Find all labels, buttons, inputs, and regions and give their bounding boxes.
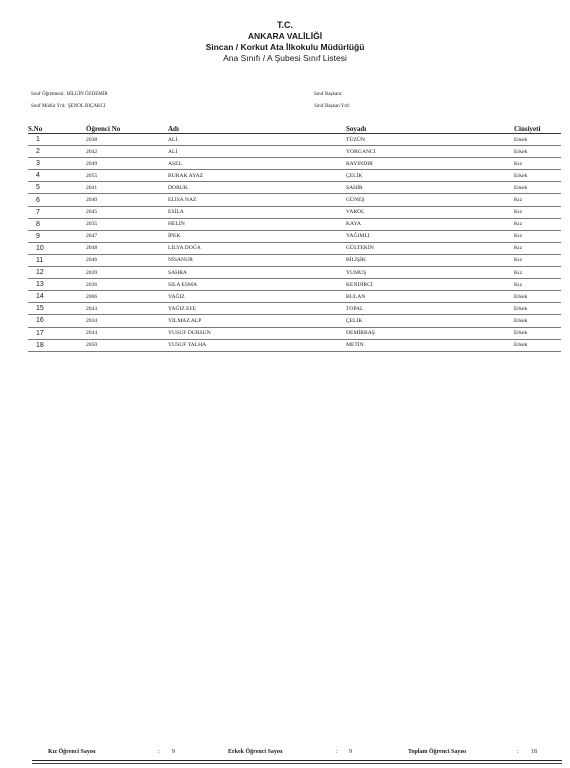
cell-name: YUSUF TALHA	[168, 339, 346, 351]
cell-surname: ÇELİK	[346, 170, 514, 182]
table-body	[28, 134, 561, 352]
table-row	[28, 254, 561, 266]
cell-sno: 18	[28, 339, 86, 351]
cell-sno: 15	[28, 303, 86, 315]
cell-student-no: 2043	[86, 303, 168, 315]
cell-gender: Kız	[514, 194, 561, 206]
cell-surname: YORGANCI	[346, 146, 514, 158]
boy-count-colon: :	[336, 749, 338, 755]
cell-gender: Kız	[514, 206, 561, 218]
table-row	[28, 158, 561, 170]
cell-surname: KENDİRCİ	[346, 279, 514, 291]
cell-student-no: 2047	[86, 230, 168, 242]
cell-gender: Kız	[514, 230, 561, 242]
cell-sno: 4	[28, 170, 86, 182]
boy-count-value: 9	[349, 749, 352, 755]
footer-divider	[32, 760, 562, 761]
cell-name: DORUK	[168, 182, 346, 194]
cell-name: ELİSA NAZ	[168, 194, 346, 206]
column-header-sno: S.No	[28, 124, 86, 134]
cell-name: SAHRA	[168, 267, 346, 279]
cell-gender: Kız	[514, 242, 561, 254]
table-row	[28, 230, 561, 242]
cell-surname: BİLİŞİK	[346, 254, 514, 266]
cell-gender: Erkek	[514, 339, 561, 351]
girl-count-colon: :	[158, 749, 160, 755]
cell-student-no: 2045	[86, 206, 168, 218]
cell-sno: 5	[28, 182, 86, 194]
cell-gender: Kız	[514, 158, 561, 170]
cell-surname: YAĞIMLI	[346, 230, 514, 242]
cell-student-no: 2041	[86, 182, 168, 194]
header-school: Sincan / Korkut Ata İlkokulu Müdürlüğü	[205, 42, 365, 52]
cell-student-no: 2050	[86, 339, 168, 351]
cell-name: YUSUF DURSUN	[168, 327, 346, 339]
table-row	[28, 134, 561, 146]
cell-student-no: 2039	[86, 267, 168, 279]
meta-class-president	[314, 92, 344, 97]
cell-sno: 11	[28, 254, 86, 266]
cell-name: LİLYA DOĞA	[168, 242, 346, 254]
table-row	[28, 267, 561, 279]
cell-surname: SAHİR	[346, 182, 514, 194]
cell-sno: 6	[28, 194, 86, 206]
cell-sno: 1	[28, 134, 86, 146]
girl-count-value: 9	[172, 749, 175, 755]
cell-gender: Kız	[514, 254, 561, 266]
table-row	[28, 279, 561, 291]
total-count-colon: :	[517, 749, 519, 755]
boy-count-label: Erkek Öğrenci Sayısı	[228, 749, 283, 755]
cell-gender: Erkek	[514, 327, 561, 339]
cell-gender: Kız	[514, 218, 561, 230]
cell-sno: 8	[28, 218, 86, 230]
cell-sno: 9	[28, 230, 86, 242]
cell-surname: BULAN	[346, 291, 514, 303]
cell-sno: 14	[28, 291, 86, 303]
meta-teacher	[31, 92, 108, 97]
cell-sno: 3	[28, 158, 86, 170]
cell-sno: 2	[28, 146, 86, 158]
cell-name: YILMAZ ALP	[168, 315, 346, 327]
cell-surname: METİN	[346, 339, 514, 351]
table-row	[28, 170, 561, 182]
meta-vice-principal-label: Sınıf Müdür Yrd:	[31, 104, 66, 109]
total-count-value: 18	[531, 749, 537, 755]
cell-name: ASEL	[168, 158, 346, 170]
cell-sno: 7	[28, 206, 86, 218]
column-header-surname: Soyadı	[346, 124, 514, 134]
cell-student-no: 2044	[86, 327, 168, 339]
table-row	[28, 339, 561, 351]
table-row	[28, 303, 561, 315]
cell-name: ESİLA	[168, 206, 346, 218]
student-list-table	[28, 124, 561, 352]
cell-student-no: 2040	[86, 194, 168, 206]
cell-sno: 10	[28, 242, 86, 254]
table-header-row	[28, 124, 561, 134]
cell-student-no: 2006	[86, 291, 168, 303]
table-row	[28, 182, 561, 194]
header-list-title: Ana Sınıfı / A Şubesi Sınıf Listesi	[223, 53, 347, 63]
cell-name: BURAK AYAZ	[168, 170, 346, 182]
cell-name: ALİ	[168, 146, 346, 158]
cell-gender: Kız	[514, 267, 561, 279]
cell-gender: Erkek	[514, 303, 561, 315]
cell-name: YAĞIZ EFE	[168, 303, 346, 315]
cell-surname: BAYINDIR	[346, 158, 514, 170]
cell-surname: VAROL	[346, 206, 514, 218]
column-header-gender: Cinsiyeti	[514, 124, 561, 134]
cell-name: İPEK	[168, 230, 346, 242]
table-row	[28, 218, 561, 230]
cell-student-no: 2048	[86, 242, 168, 254]
cell-student-no: 2035	[86, 218, 168, 230]
table-row	[28, 146, 561, 158]
cell-student-no: 2042	[86, 146, 168, 158]
table-row	[28, 327, 561, 339]
cell-gender: Kız	[514, 279, 561, 291]
footer-divider-secondary	[32, 763, 562, 764]
cell-surname: YUMUŞ	[346, 267, 514, 279]
header-valilik: ANKARA VALİLİĞİ	[247, 31, 323, 41]
cell-surname: TOPAL	[346, 303, 514, 315]
cell-surname: TÜZÜN	[346, 134, 514, 146]
meta-vice-principal	[31, 104, 106, 109]
cell-surname: ÇELİK	[346, 315, 514, 327]
cell-gender: Erkek	[514, 291, 561, 303]
total-count-label: Toplam Öğrenci Sayısı	[408, 749, 467, 755]
meta-class-vice-president	[314, 104, 352, 109]
table-row	[28, 206, 561, 218]
cell-student-no: 2036	[86, 279, 168, 291]
cell-surname: DEMİRBAŞ	[346, 327, 514, 339]
document-header	[0, 20, 570, 64]
meta-teacher-label: Sınıf Öğretmeni:	[31, 92, 65, 97]
cell-sno: 13	[28, 279, 86, 291]
cell-name: NİSANUR	[168, 254, 346, 266]
cell-sno: 12	[28, 267, 86, 279]
cell-sno: 17	[28, 327, 86, 339]
cell-surname: KAYA	[346, 218, 514, 230]
column-header-student-no: Öğrenci No	[86, 124, 168, 134]
cell-name: SILA ESMA	[168, 279, 346, 291]
cell-student-no: 2038	[86, 134, 168, 146]
meta-vice-principal-value: ŞENOL BIÇAKCI	[67, 104, 106, 109]
cell-student-no: 2046	[86, 254, 168, 266]
header-tc: T.C.	[276, 20, 293, 30]
cell-gender: Erkek	[514, 315, 561, 327]
cell-name: ALİ	[168, 134, 346, 146]
cell-sno: 16	[28, 315, 86, 327]
cell-name: HELİN	[168, 218, 346, 230]
meta-class-vice-president-label: Sınıf Başkan Yrd:	[314, 104, 350, 109]
table-row	[28, 242, 561, 254]
cell-student-no: 2034	[86, 315, 168, 327]
table-row	[28, 315, 561, 327]
meta-teacher-value: BİLGİN ÖZDEMİR	[66, 92, 108, 97]
cell-name: YAĞIZ	[168, 291, 346, 303]
cell-gender: Erkek	[514, 170, 561, 182]
cell-student-no: 2055	[86, 170, 168, 182]
cell-gender: Erkek	[514, 182, 561, 194]
cell-surname: GÜLTEKİN	[346, 242, 514, 254]
column-header-name: Adı	[168, 124, 346, 134]
meta-class-president-label: Sınıf Başkanı:	[314, 92, 343, 97]
cell-gender: Erkek	[514, 146, 561, 158]
girl-count-label: Kız Öğrenci Sayısı	[48, 749, 96, 755]
table-row	[28, 194, 561, 206]
table-row	[28, 291, 561, 303]
cell-gender: Erkek	[514, 134, 561, 146]
cell-surname: GÜNEŞ	[346, 194, 514, 206]
cell-student-no: 2049	[86, 158, 168, 170]
